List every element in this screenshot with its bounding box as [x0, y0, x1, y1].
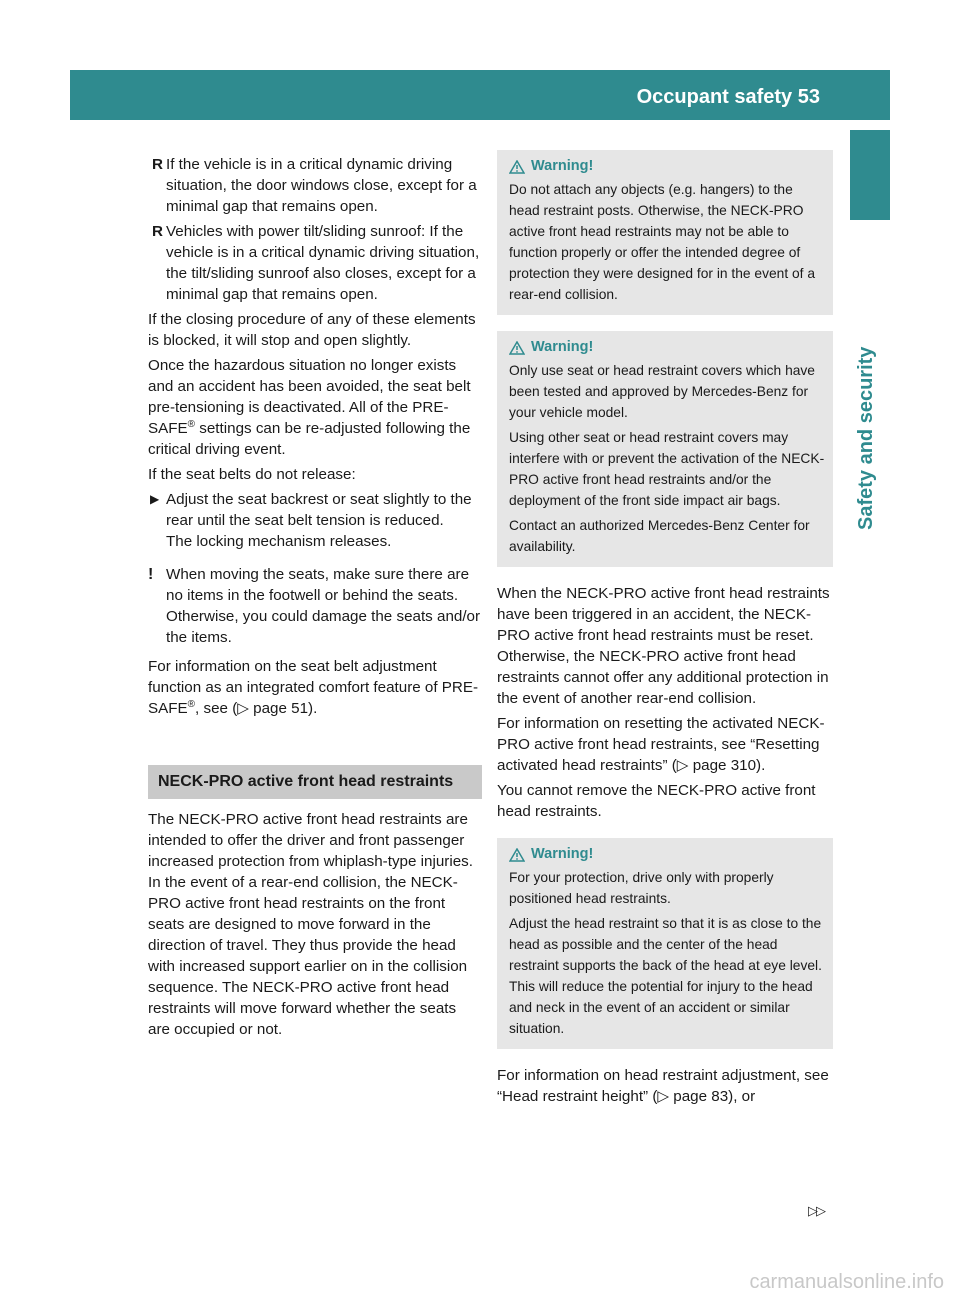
warning-label: Warning!	[531, 339, 594, 355]
warning-triangle-icon	[509, 341, 525, 355]
paragraph: For information on head restraint adjustment, see “Head restraint height” (▷ page 83), or	[497, 1067, 829, 1105]
paragraph: For information on resetting the activated NECK-PRO active front head restraints, see “Resetting activated head restraints” (▷ page 310).	[497, 715, 825, 774]
warning-text: Using other seat or head restraint covers may interfere with or prevent the activation of the NECK-PRO active front head restraints and/or the deployment of the front side impact air bags.	[509, 430, 825, 508]
warning-text: Do not attach any objects (e.g. hangers) to the head restraint posts. Otherwise, the NECK-PRO active front head restraints may not be able to function properly or offer the intended degree of protection they were designed for in the event of a rear-end collision.	[509, 182, 816, 302]
caution-note: ! When moving the seats, make sure there are no items in the footwell or behind the seats. Otherwise, you could damage the seats and/or the items.	[148, 566, 481, 646]
warning-label: Warning!	[531, 846, 594, 862]
paragraph: If the seat belts do not release:	[148, 466, 356, 483]
page-number: 53	[797, 86, 820, 108]
warning-triangle-icon	[509, 848, 525, 862]
warning-label: Warning!	[531, 158, 594, 174]
watermark: carmanualsonline.info	[749, 1271, 944, 1293]
warning-box	[497, 331, 833, 567]
paragraph: For information on the seat belt adjustment function as an integrated comfort feature of PRE-SAFE®, see (▷ page 51).	[148, 658, 479, 717]
section-heading: NECK-PRO active front head restraints	[148, 765, 482, 799]
list-item: R If the vehicle is in a critical dynamic driving situation, the door windows close, except for a minimal gap that remains open.	[152, 156, 477, 215]
page-header	[0, 86, 820, 109]
continue-arrow-icon: ▷▷	[808, 1203, 824, 1218]
side-tab	[850, 130, 890, 220]
warning-text: Only use seat or head restraint covers which have been tested and approved by Mercedes-Benz for your vehicle model.	[509, 363, 815, 420]
paragraph: You cannot remove the NECK-PRO active front head restraints.	[497, 782, 816, 820]
paragraph: The NECK-PRO active front head restraints are intended to offer the driver and front passenger increased protection from whiplash-type injuries. In the event of a rear-end collision, the NECK-PRO active front head restraints on the front seats are designed to move forward in the direction of travel. They thus provide the head with increased support earlier on in the collision sequence. The NECK-PRO active front head restraints will move forward whether the seats are occupied or not.	[148, 811, 473, 1038]
paragraph: When the NECK-PRO active front head restraints have been triggered in an accident, the NECK-PRO active front head restraints must be reset. Otherwise, the NECK-PRO active front head restraints cannot offer any additional protection in the event of another rear-end collision.	[497, 585, 830, 707]
warning-triangle-icon	[509, 160, 525, 174]
bullet-marker: R	[152, 156, 163, 173]
left-column	[148, 150, 482, 1044]
section-title: Occupant safety	[636, 86, 793, 108]
chapter-label: Safety and security	[855, 346, 877, 530]
list-item: R Vehicles with power tilt/sliding sunroof: If the vehicle is in a critical dynamic driving situation, the tilt/sliding sunroof also closes, except for a minimal gap that remains open.	[152, 223, 480, 303]
right-column	[497, 150, 833, 1111]
paragraph: If the closing procedure of any of these elements is blocked, it will stop and open slightly.	[148, 311, 476, 349]
warning-text: For your protection, drive only with properly positioned head restraints.	[509, 870, 774, 906]
warning-box	[497, 150, 833, 315]
paragraph: Once the hazardous situation no longer exists and an accident has been avoided, the seat belt pre-tensioning is deactivated. All of the PRE-SAFE® settings can be re-adjusted following the critical driving event.	[148, 357, 471, 458]
warning-text: Contact an authorized Mercedes-Benz Center for availability.	[509, 518, 810, 554]
instruction-step: ▶ Adjust the seat backrest or seat slightly to the rear until the seat belt tension is reduced. The locking mechanism releases.	[150, 491, 472, 550]
exclamation-icon: !	[148, 566, 154, 583]
warning-box	[497, 838, 833, 1049]
step-arrow-icon: ▶	[150, 492, 160, 506]
warning-text: Adjust the head restraint so that it is as close to the head as possible and the center of the head restraint supports the back of the head at eye level. This will reduce the potential for injury to the head and neck in the event of an accident or similar situation.	[509, 916, 822, 1036]
bullet-marker: R	[152, 223, 163, 240]
